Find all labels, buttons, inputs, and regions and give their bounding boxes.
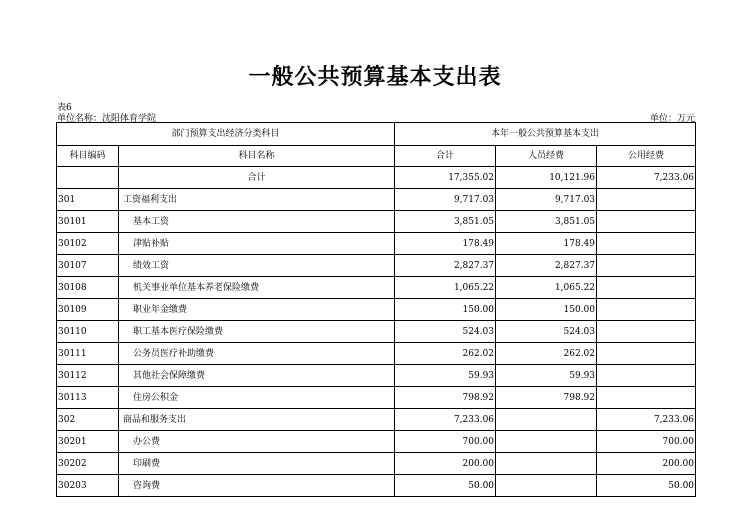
page-title: 一般公共预算基本支出表: [248, 64, 502, 90]
row-public: [597, 299, 696, 321]
table-row: [57, 387, 696, 409]
row-name: 住房公积金: [119, 387, 395, 409]
row-personnel: 2,827.37: [496, 255, 597, 277]
row-name: 津贴补贴: [119, 233, 395, 255]
row-name: 办公费: [119, 431, 395, 453]
table-number: 表6: [57, 103, 72, 113]
row-code: 30111: [57, 343, 119, 365]
row-public: [597, 189, 696, 211]
table-row: [57, 321, 696, 343]
row-public: [597, 343, 696, 365]
row-personnel: 1,065.22: [496, 277, 597, 299]
row-code: 30201: [57, 431, 119, 453]
row-personnel: 3,851.05: [496, 211, 597, 233]
row-code: 302: [57, 409, 119, 431]
row-total: 7,233.06: [395, 409, 496, 431]
row-public: 200.00: [597, 453, 696, 475]
row-code: 30113: [57, 387, 119, 409]
row-total: 59.93: [395, 365, 496, 387]
row-name: 机关事业单位基本养老保险缴费: [119, 277, 395, 299]
row-personnel: [496, 453, 597, 475]
row-name: 印刷费: [119, 453, 395, 475]
table-row: [57, 211, 696, 233]
total-row-personnel: 10,121.96: [496, 167, 597, 189]
row-total: 262.02: [395, 343, 496, 365]
unit-name-label: 单位名称：沈阳体育学院: [57, 114, 157, 124]
row-name: 职业年金缴费: [119, 299, 395, 321]
row-code: 30108: [57, 277, 119, 299]
row-code: 30107: [57, 255, 119, 277]
table-row: [57, 299, 696, 321]
row-public: [597, 321, 696, 343]
row-name: 基本工资: [119, 211, 395, 233]
row-name: 咨询费: [119, 475, 395, 497]
row-code: 30202: [57, 453, 119, 475]
table-row: [57, 233, 696, 255]
currency-unit-label: 单位：万元: [649, 114, 695, 124]
row-name: 商品和服务支出: [119, 409, 395, 431]
row-name: 公务员医疗补助缴费: [119, 343, 395, 365]
row-total: 2,827.37: [395, 255, 496, 277]
total-row-label: 合计: [119, 167, 395, 189]
row-personnel: 9,717.03: [496, 189, 597, 211]
row-personnel: 150.00: [496, 299, 597, 321]
row-total: 178.49: [395, 233, 496, 255]
total-row-public: 7,233.06: [597, 167, 696, 189]
row-code: 30203: [57, 475, 119, 497]
row-name: 其他社会保障缴费: [119, 365, 395, 387]
row-code: 30101: [57, 211, 119, 233]
row-personnel: [496, 409, 597, 431]
row-public: [597, 277, 696, 299]
row-total: 50.00: [395, 475, 496, 497]
row-personnel: 262.02: [496, 343, 597, 365]
row-code: 301: [57, 189, 119, 211]
row-code: 30109: [57, 299, 119, 321]
row-total: 3,851.05: [395, 211, 496, 233]
row-public: 700.00: [597, 431, 696, 453]
header-economic-category: 部门预算支出经济分类科目: [57, 123, 395, 146]
row-personnel: 59.93: [496, 365, 597, 387]
row-public: 7,233.06: [597, 409, 696, 431]
row-total: 1,065.22: [395, 277, 496, 299]
row-personnel: 178.49: [496, 233, 597, 255]
row-personnel: [496, 431, 597, 453]
table-row: [57, 277, 696, 299]
table-row: [57, 431, 696, 453]
row-total: 150.00: [395, 299, 496, 321]
budget-table: [56, 122, 696, 497]
row-public: [597, 365, 696, 387]
row-personnel: 798.92: [496, 387, 597, 409]
row-total: 700.00: [395, 431, 496, 453]
table-row: [57, 453, 696, 475]
row-total: 200.00: [395, 453, 496, 475]
table-row: [57, 255, 696, 277]
table-row: [57, 343, 696, 365]
table-row: [57, 189, 696, 211]
header-personnel: 人员经费: [496, 146, 597, 167]
header-total: 合计: [395, 146, 496, 167]
header-public: 公用经费: [597, 146, 696, 167]
row-personnel: [496, 475, 597, 497]
row-public: 50.00: [597, 475, 696, 497]
total-row: [57, 167, 696, 189]
header-code: 科目编码: [57, 146, 119, 167]
row-public: [597, 211, 696, 233]
row-code: 30102: [57, 233, 119, 255]
header-row-columns: [57, 146, 696, 167]
row-total: 9,717.03: [395, 189, 496, 211]
total-row-code: [57, 167, 119, 189]
row-name: 职工基本医疗保险缴费: [119, 321, 395, 343]
row-public: [597, 233, 696, 255]
row-name: 绩效工资: [119, 255, 395, 277]
header-name: 科目名称: [119, 146, 395, 167]
row-total: 524.03: [395, 321, 496, 343]
table-row: [57, 475, 696, 497]
row-total: 798.92: [395, 387, 496, 409]
row-name: 工资福利支出: [119, 189, 395, 211]
row-personnel: 524.03: [496, 321, 597, 343]
total-row-total: 17,355.02: [395, 167, 496, 189]
table-row: [57, 409, 696, 431]
row-public: [597, 255, 696, 277]
header-row-group: [57, 123, 696, 146]
table-row: [57, 365, 696, 387]
row-public: [597, 387, 696, 409]
header-basic-expenditure: 本年一般公共预算基本支出: [395, 123, 696, 146]
row-code: 30110: [57, 321, 119, 343]
row-code: 30112: [57, 365, 119, 387]
